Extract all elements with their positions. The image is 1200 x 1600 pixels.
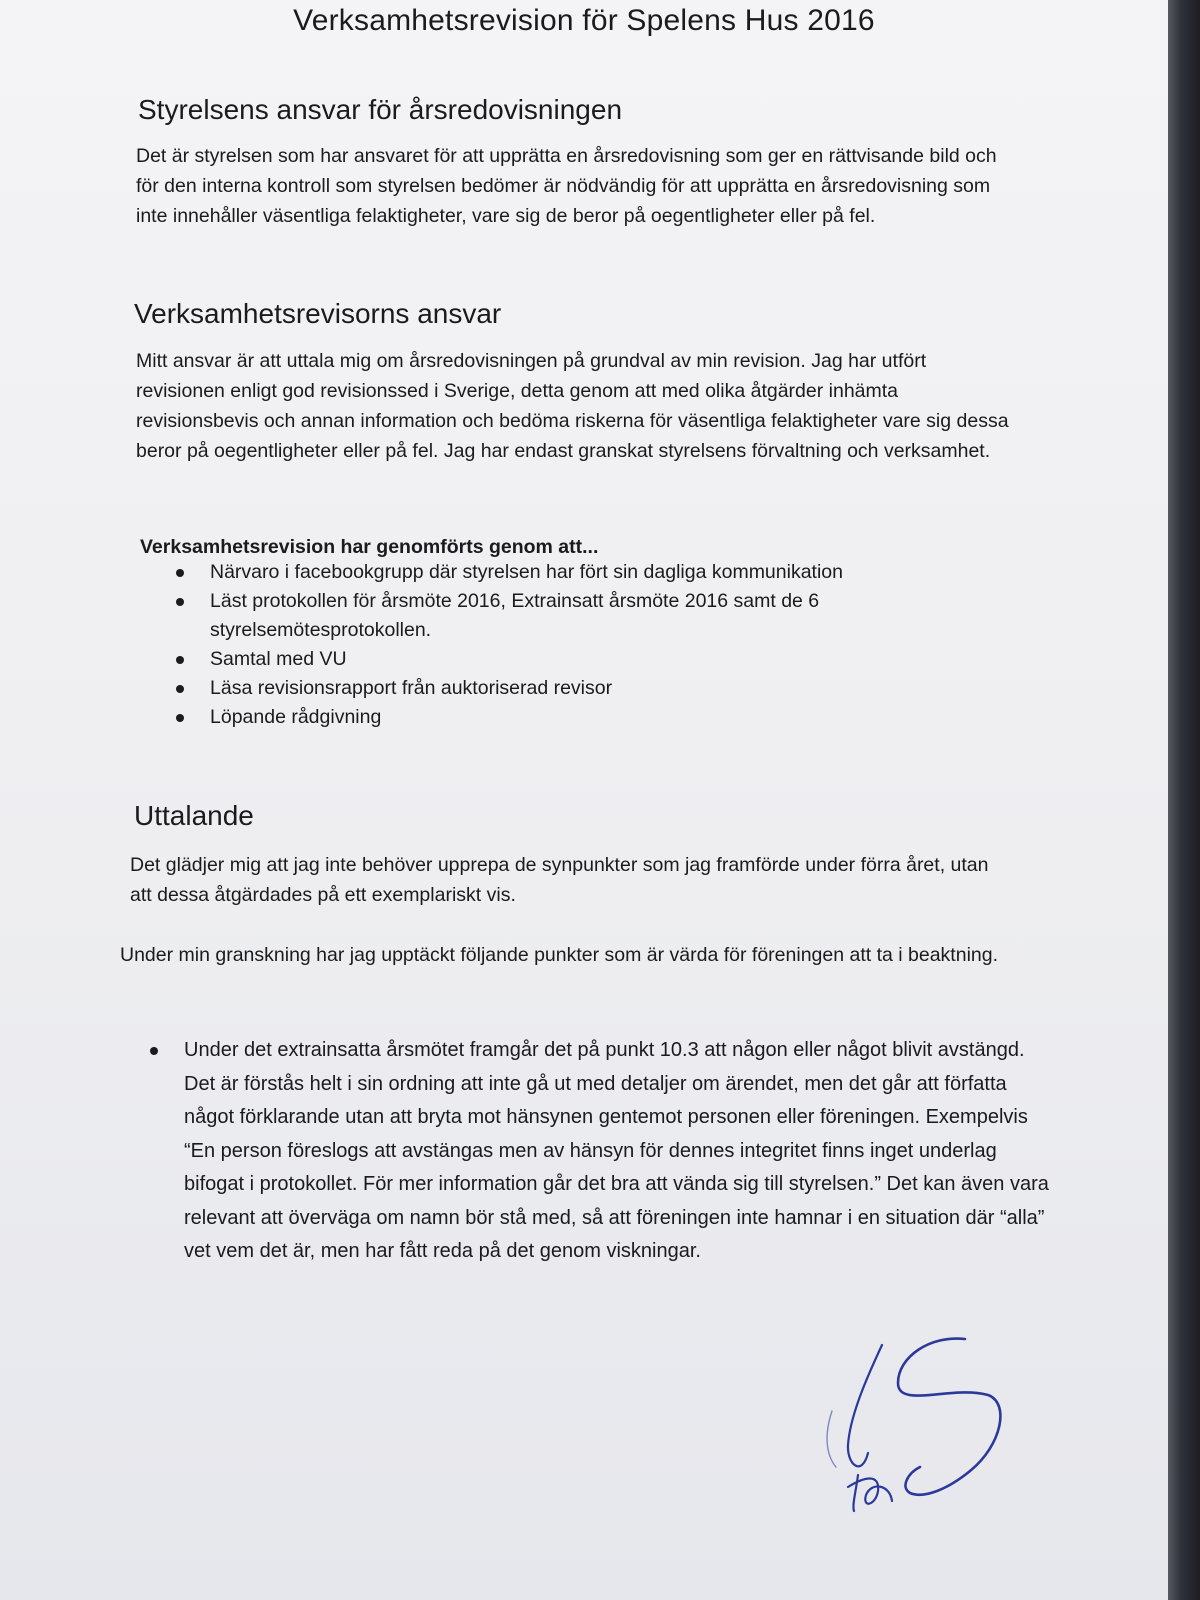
signature-stroke-lower: [848, 1475, 892, 1511]
signature-stroke-main: [898, 1339, 1000, 1495]
list-item: [176, 703, 936, 732]
signature-stroke-faint: [827, 1411, 836, 1467]
section-heading-statement: Uttalande: [134, 800, 254, 831]
statement-paragraph-1: Det glädjer mig att jag inte behöver upprepa de synpunkter som jag framförde under förra året, utan att dessa åtgärdades på ett exemplariskt vis.: [130, 854, 989, 906]
section-heading-board-responsibility: Styrelsens ansvar för årsredovisningen: [138, 94, 623, 125]
statement-list: [150, 1034, 1050, 1269]
list-item-text: Närvaro i facebookgrupp där styrelsen har fört sin dagliga kommunikation: [210, 561, 843, 583]
handwritten-signature: [820, 1335, 1020, 1535]
background-edge: [1168, 0, 1200, 1600]
bullet-icon: [176, 685, 184, 693]
signature-stroke-left: [848, 1345, 882, 1466]
list-item: [176, 645, 936, 674]
list-item-text: Läst protokollen för årsmöte 2016, Extrainsatt årsmöte 2016 samt de 6 styrelsemötesprotokollen.: [210, 590, 820, 641]
list-item: [176, 558, 936, 587]
auditor-responsibility-paragraph: Mitt ansvar är att uttala mig om årsredovisningen på grundval av min revision. Jag har utfört revisionen enligt god revisionssed i Sverige, detta genom att med olika åtgärder inhämta revisionsbevis och annan information och bedöma riskerna för väsentliga felaktigheter vare sig dessa beror på oegentligheter eller på fel. Jag har endast granskat styrelsens förvaltning och verksamhet.: [136, 350, 1009, 462]
list-item: [150, 1034, 1050, 1269]
document-title: Verksamhetsrevision för Spelens Hus 2016: [293, 4, 875, 37]
audit-method-list: [176, 558, 936, 732]
bullet-icon: [176, 656, 184, 664]
list-item-text: Samtal med VU: [210, 648, 347, 670]
list-item-text: Läsa revisionsrapport från auktoriserad revisor: [210, 677, 613, 699]
list-item: [176, 587, 936, 645]
audit-method-heading: Verksamhetsrevision har genomförts genom att...: [140, 536, 599, 558]
section-heading-auditor-responsibility: Verksamhetsrevisorns ansvar: [134, 298, 502, 329]
statement-paragraph-2: Under min granskning har jag upptäckt följande punkter som är värda för föreningen att ta i beaktning.: [120, 944, 999, 966]
bullet-icon: [176, 598, 184, 606]
bullet-icon: [176, 569, 184, 577]
bullet-icon: [176, 714, 184, 722]
board-responsibility-paragraph: Det är styrelsen som har ansvaret för att upprätta en årsredovisning som ger en rättvisande bild och för den interna kontroll som styrelsen bedömer är nödvändig för att upprätta en årsredovisning som inte innehåller väsentliga felaktigheter, vare sig de beror på oegentligheter eller på fel.: [136, 145, 997, 227]
list-item: [176, 674, 936, 703]
bullet-icon: [150, 1047, 158, 1055]
list-item-text: Löpande rådgivning: [210, 706, 382, 728]
list-item-text: Under det extrainsatta årsmötet framgår det på punkt 10.3 att någon eller något blivit avstängd. Det är förstås helt i sin ordning att inte gå ut med detaljer om ärendet, men det går att författa något förklarande utan att bryta mot hänsynen gentemot personen eller föreningen. Exempelvis “En person föreslogs att avstängas men av hänsyn för dennes integritet finns inget underlag bifogat i protokollet. För mer information går det bra att vända sig till styrelsen.” Det kan även vara relevant att överväga om namn bör stå med, så att föreningen inte hamnar i en situation där “alla” vet vem det är, men har fått reda på det genom viskningar.: [184, 1039, 1049, 1262]
